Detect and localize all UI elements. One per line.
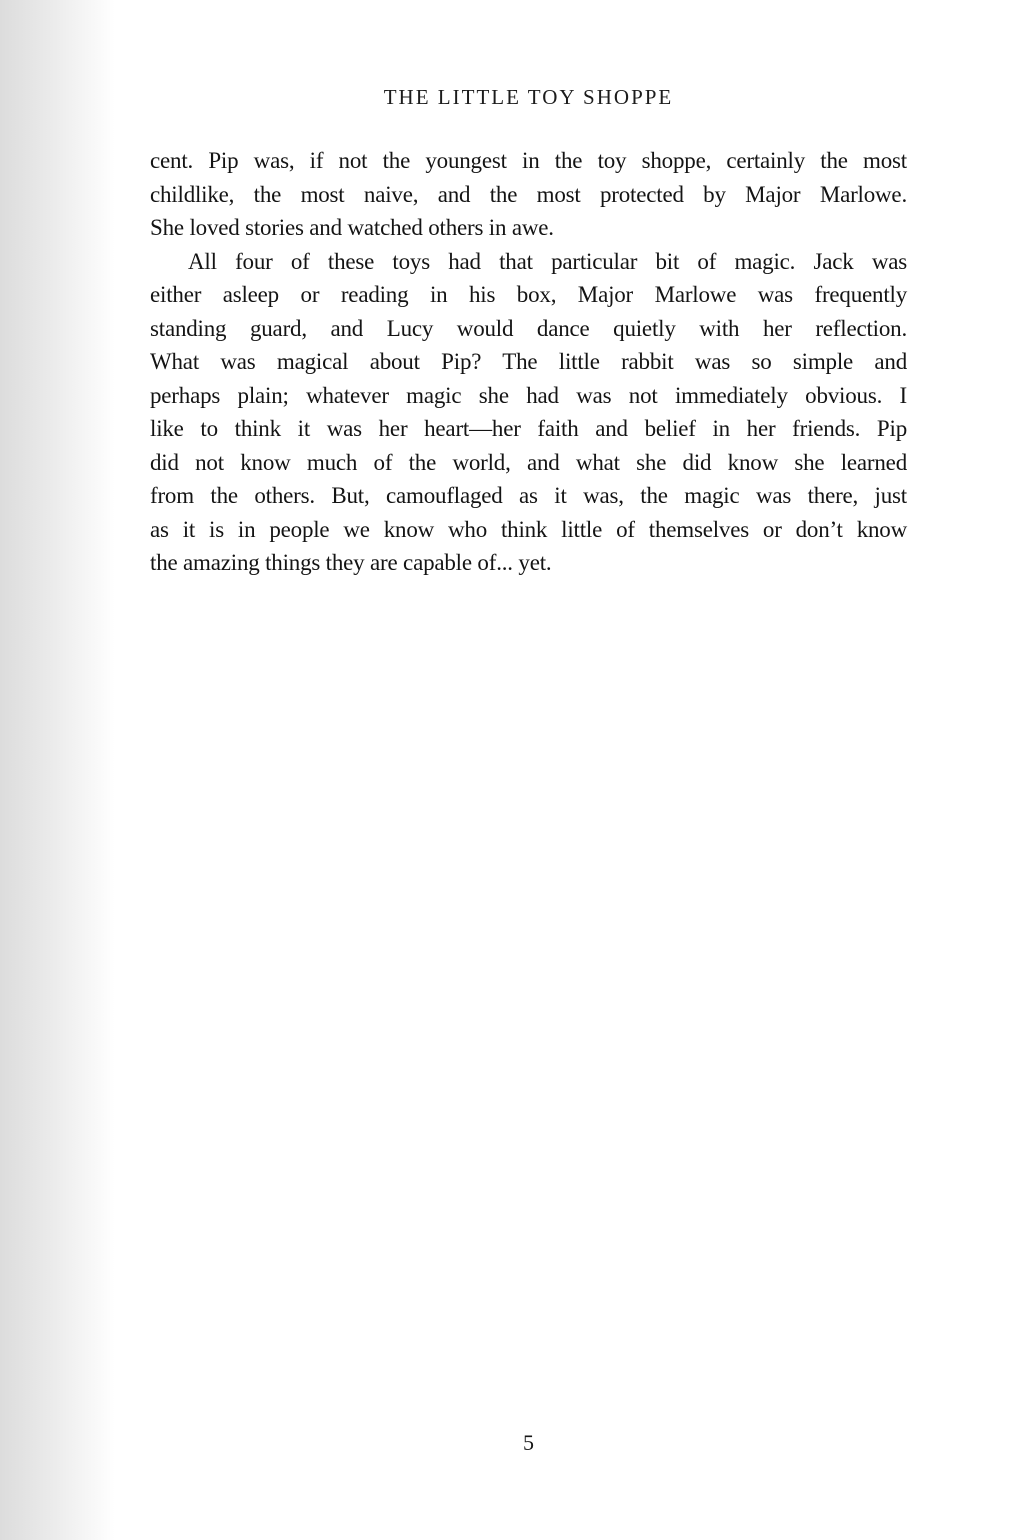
page-number: 5 [523, 1430, 534, 1455]
text-line: What was magical about Pip? The little rabbit was so simple and [150, 349, 907, 374]
text-line: as it is in people we know who think little of themselves or don’t know [150, 516, 907, 542]
text-line: She loved stories and watched others in awe. [150, 215, 554, 240]
paragraph [150, 144, 907, 245]
text-line: from the others. But, camouflaged as it was, the magic was there, just [150, 483, 907, 508]
text-line: the amazing things they are capable of... yet. [150, 550, 552, 575]
text-line: cent. Pip was, if not the youngest in the toy shoppe, certainly the most [150, 148, 907, 173]
text-line: like to think it was her heart—her faith and belief in her friends. Pip [150, 416, 907, 441]
paragraph [150, 245, 907, 580]
text-line: perhaps plain; whatever magic she had was not immediately obvious. I [150, 382, 907, 408]
text-line: standing guard, and Lucy would dance quietly with her reflection. [150, 315, 907, 341]
page-spine-gradient [0, 0, 115, 1540]
text-line: All four of these toys had that particular bit of magic. Jack was [188, 248, 907, 274]
text-line: childlike, the most naive, and the most protected by Major Marlowe. [150, 181, 907, 207]
text-line: did not know much of the world, and what she did know she learned [150, 449, 907, 475]
running-header: THE LITTLE TOY SHOPPE [383, 85, 674, 109]
body-text [150, 144, 907, 580]
text-line: either asleep or reading in his box, Major Marlowe was frequently [150, 282, 907, 307]
